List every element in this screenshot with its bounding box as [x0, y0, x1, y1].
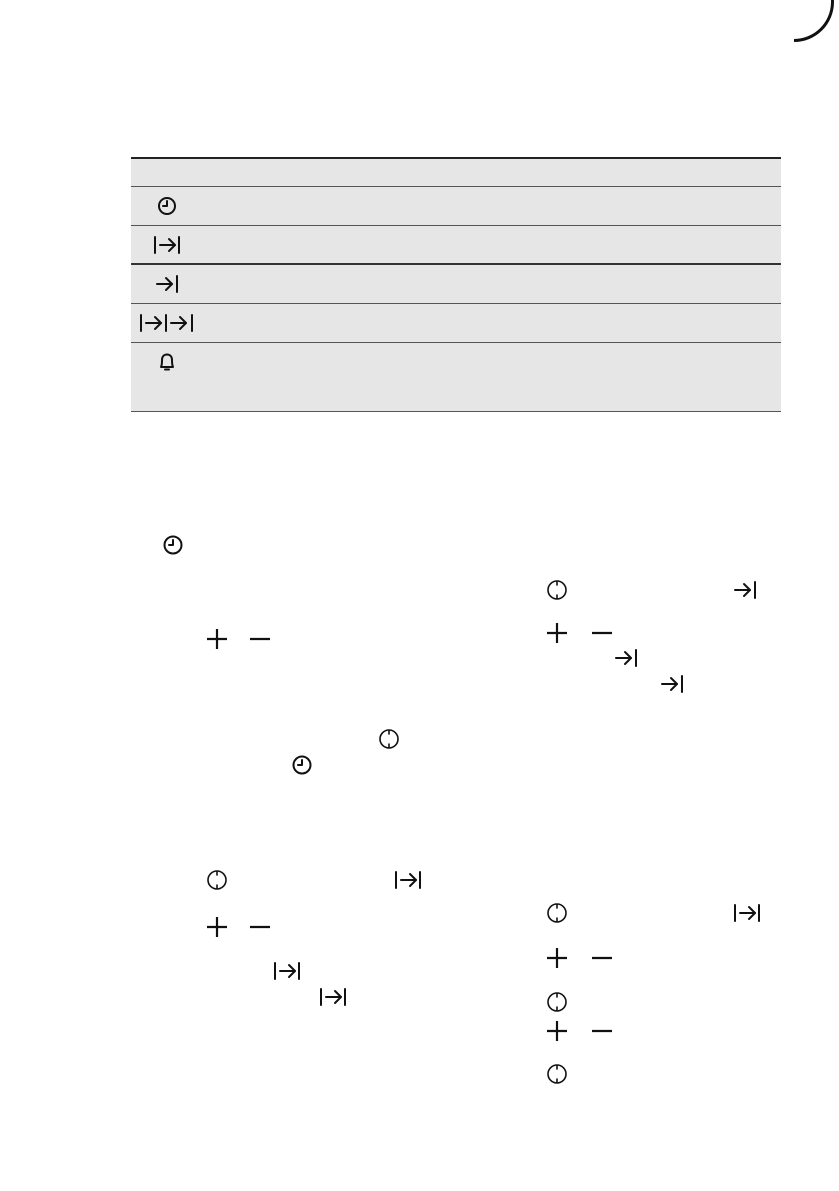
table-row-time-delay [131, 304, 781, 343]
table-row-minute-minder [131, 343, 781, 412]
clock-button-icon[interactable] [547, 1064, 567, 1084]
table-row-duration [131, 226, 781, 265]
plus-icon[interactable] [207, 629, 227, 649]
time-delay-icon [131, 304, 203, 342]
table-row-clock [131, 187, 781, 226]
minus-icon[interactable] [250, 629, 270, 649]
plus-icon[interactable] [547, 623, 567, 643]
clock-button-icon[interactable] [547, 992, 567, 1012]
minus-icon[interactable] [592, 1021, 612, 1041]
clock-icon [131, 187, 203, 225]
end-time-icon [614, 648, 638, 668]
crop-mark [794, 0, 834, 42]
table-header-row [131, 157, 781, 187]
clock-button-icon[interactable] [547, 903, 567, 923]
clock-button-icon[interactable] [379, 729, 399, 749]
duration-icon [319, 987, 347, 1007]
end-time-icon [733, 580, 757, 600]
clock-button-icon[interactable] [547, 580, 567, 600]
duration-icon [131, 226, 203, 264]
end-time-icon [131, 265, 203, 303]
clock-button-icon[interactable] [207, 870, 227, 890]
clock-icon [163, 535, 183, 555]
plus-icon[interactable] [207, 917, 227, 937]
table-row-end-time [131, 265, 781, 304]
clock-functions-table [131, 157, 781, 412]
plus-icon[interactable] [547, 1021, 567, 1041]
duration-icon [733, 903, 761, 923]
minus-icon[interactable] [592, 948, 612, 968]
minute-minder-bell-icon [131, 343, 203, 381]
clock-icon [292, 755, 312, 775]
end-time-icon [660, 674, 684, 694]
minus-icon[interactable] [250, 917, 270, 937]
plus-icon[interactable] [547, 948, 567, 968]
duration-icon [394, 870, 422, 890]
minus-icon[interactable] [592, 623, 612, 643]
duration-icon [273, 961, 301, 981]
